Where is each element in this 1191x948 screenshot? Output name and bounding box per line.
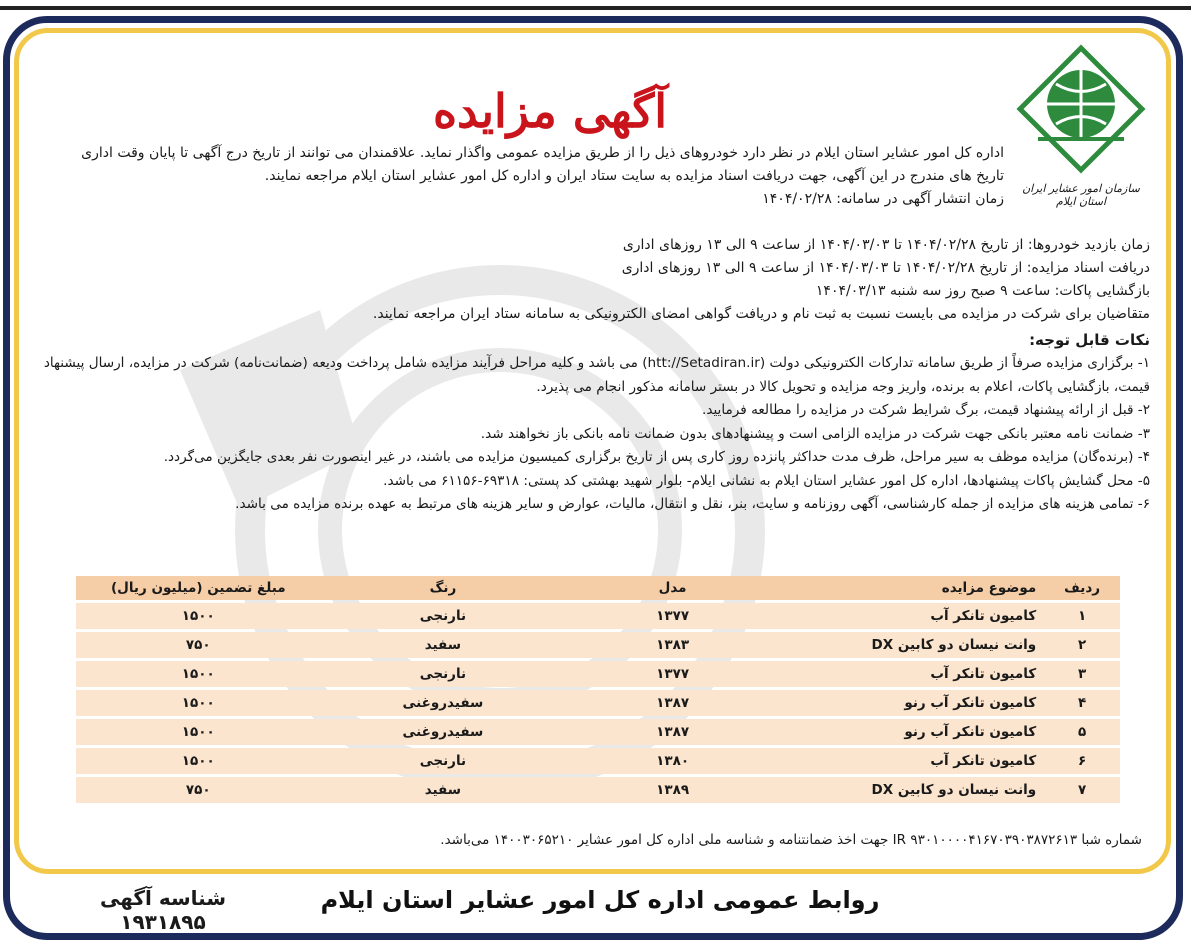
cell-subject: وانت نیسان دو کابین DX [780,632,1044,658]
table-row [76,748,1120,774]
schedule-visit: زمان بازدید خودروها: از تاریخ ۱۴۰۴/۰۲/۲۸ تا ۱۴۰۴/۰۳/۰۳ از ساعت ۹ الی ۱۳ روزهای اداری [622,237,1150,253]
cell-amount: ۱۵۰۰ [76,661,321,687]
notes-heading: نکات قابل توجه: [1029,331,1150,349]
schedule-registration: متقاضیان برای شرکت در مزایده می بایست نسبت به ثبت نام و دریافت گواهی امضای الکترونیکی به سامانه ستاد ایران مراجعه نمایند. [372,306,1150,322]
note-item: ۵- محل گشایش پاکات پیشنهادها، اداره کل امور عشایر استان ایلام به نشانی ایلام- بلوار شهید بهشتی کد پستی: ۶۹۳۱۸-۶۱۱۵۶ می باشد. [383,472,1150,489]
header-model: مدل [565,576,780,600]
note-item: ۶- تمامی هزینه های مزایده از جمله کارشناسی، آگهی روزنامه و سایت، بنر، نقل و انتقال، مالیات، عوارض و سایر هزینه های مرتبط به عهده برنده مزایده می باشد. [235,496,1150,512]
schedule-publish: زمان انتشار آگهی در سامانه: ۱۴۰۴/۰۲/۲۸ [762,191,1004,207]
cell-amount: ۷۵۰ [76,777,321,803]
ad-id: شناسه آگهی ۱۹۳۱۸۹۵ [99,886,227,934]
cell-amount: ۱۵۰۰ [76,603,321,629]
cell-subject: کامیون تانکر آب رنو [780,690,1044,716]
cell-subject: کامیون تانکر آب رنو [780,719,1044,745]
note-item: ۱- برگزاری مزایده صرفاً از طریق سامانه تدارکات الکترونیکی دولت (htt://Setadiran.ir) می باشد و کلیه مراحل فرآیند مزایده شامل پرداخت ودیعه (ضمانت‌نامه) شرکت در مزایده، ارسال پیشنهاد قیمت، بازگشایی پاکات، اعلام به برنده، واریز وجه مزایده و تحویل کالا در بستر سامانه مذکور انجام می پذیرد. [43,355,1150,395]
header-color: رنگ [321,576,566,600]
cell-model: ۱۳۸۳ [565,632,780,658]
note-item: ۴- (برنده‌گان) مزایده موظف به سیر مراحل، ظرف مدت حداکثر پانزده روز کاری پس از تاریخ برگزاری کمیسیون مزایده می باشند، در غیر اینصورت نفر بعدی جایگزین می‌گردد. [163,449,1150,465]
cell-subject: کامیون تانکر آب [780,748,1044,774]
cell-row-number: ۴ [1044,690,1120,716]
announcement-body [58,142,1004,211]
cell-row-number: ۱ [1044,603,1120,629]
cell-color: سفیدروغنی [321,719,566,745]
header-subject: موضوع مزایده [780,576,1044,600]
cell-color: نارنجی [321,661,566,687]
header-amount: مبلغ تضمین (میلیون ریال) [76,576,321,600]
cell-color: نارنجی [321,603,566,629]
org-province: استان ایلام [1055,195,1106,208]
cell-subject: وانت نیسان دو کابین DX [780,777,1044,803]
cell-amount: ۱۵۰۰ [76,748,321,774]
org-emblem-icon [1016,44,1146,174]
cell-model: ۱۳۸۰ [565,748,780,774]
note-item: ۳- ضمانت نامه معتبر بانکی جهت شرکت در مزایده الزامی است و پیشنهادهای بدون ضمانت نامه بانکی باز نخواهند شد. [480,425,1150,442]
table-row [76,777,1120,803]
cell-model: ۱۳۷۷ [565,661,780,687]
cell-color: نارنجی [321,748,566,774]
intro-paragraph: اداره کل امور عشایر استان ایلام در نظر دارد خودروهای ذیل را از طریق مزایده عمومی واگذار نماید. علاقمندان می توانند از تاریخ درج آگهی تا پایان وقت اداری تاریخ های مندرج در این آگهی، جهت دریافت اسناد مزایده به سایت ستاد ایران و اداره کل امور عشایر استان ایلام مراجعه نمایند. [81,145,1004,184]
cell-model: ۱۳۷۷ [565,603,780,629]
table-row [76,661,1120,687]
cell-amount: ۱۵۰۰ [76,690,321,716]
cell-row-number: ۷ [1044,777,1120,803]
table-row [76,632,1120,658]
cell-color: سفید [321,777,566,803]
cell-model: ۱۳۸۷ [565,719,780,745]
cell-color: سفید [321,632,566,658]
table-row [76,719,1120,745]
table-row [76,603,1120,629]
iban-line: شماره شبا ۹۳۰۱۰۰۰۰۴۱۶۷۰۳۹۰۳۸۷۲۶۱۳ IR جهت اخذ ضمانتنامه و شناسه ملی اداره کل امور عشایر ۱۴۰۰۳۰۶۵۲۱۰ می‌باشد. [440,832,1142,848]
cell-model: ۱۳۸۹ [565,777,780,803]
top-rule [0,6,1191,10]
cell-subject: کامیون تانکر آب [780,603,1044,629]
cell-model: ۱۳۸۷ [565,690,780,716]
schedule-opening: بازگشایی پاکات: ساعت ۹ صبح روز سه شنبه ۱۴۰۴/۰۳/۱۳ [815,283,1150,299]
table-header-row [76,576,1120,600]
header-row-number: ردیف [1044,576,1120,600]
cell-amount: ۷۵۰ [76,632,321,658]
page-title: آگهی مزایده [432,84,668,138]
cell-row-number: ۲ [1044,632,1120,658]
cell-subject: کامیون تانکر آب [780,661,1044,687]
cell-row-number: ۶ [1044,748,1120,774]
auction-table [76,573,1120,806]
schedule-block [40,234,1150,517]
org-name: سازمان امور عشایر ایران [1022,182,1140,195]
cell-row-number: ۳ [1044,661,1120,687]
note-item: ۲- قبل از ارائه پیشنهاد قیمت، برگ شرایط شرکت در مزایده را مطالعه فرمایید. [702,402,1150,418]
cell-color: سفیدروغنی [321,690,566,716]
cell-row-number: ۵ [1044,719,1120,745]
org-logo [1016,44,1146,224]
cell-amount: ۱۵۰۰ [76,719,321,745]
public-relations-signature: روابط عمومی اداره کل امور عشایر استان ایلام [320,886,880,914]
schedule-documents: دریافت اسناد مزایده: از تاریخ ۱۴۰۴/۰۲/۲۸ تا ۱۴۰۴/۰۳/۰۳ از ساعت ۹ الی ۱۳ روزهای اداری [621,260,1150,276]
table-row [76,690,1120,716]
